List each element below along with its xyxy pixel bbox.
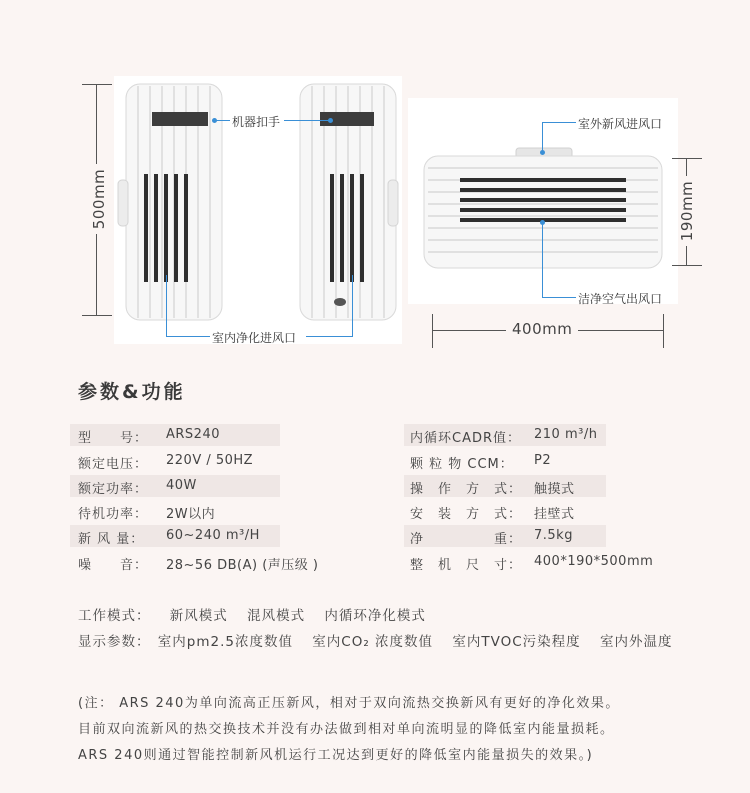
spec-row — [404, 424, 606, 446]
spec-row — [70, 475, 280, 497]
spec-row — [70, 551, 319, 573]
spec-label: 操 作 方 式： — [410, 482, 523, 497]
spec-value: 210 m³/h — [534, 427, 598, 442]
spec-row — [404, 500, 606, 522]
spec-value: 2W以内 — [166, 507, 216, 522]
display-param-item: 室内pm2.5浓度数值 — [157, 634, 293, 650]
spec-label: 噪 音： — [78, 558, 149, 573]
spec-row — [404, 551, 654, 573]
spec-row — [70, 424, 280, 446]
height-dim-cap-top — [82, 84, 112, 85]
width-dim-cap-left — [432, 314, 433, 348]
handle-callout-line-left — [214, 120, 230, 121]
note-line: 目前双向流新风的热交换技术并没有办法做到相对单向流明显的降低室内能量损耗。 — [78, 722, 615, 737]
spec-value: 40W — [166, 478, 197, 493]
spec-label: 内循环CADR值： — [410, 431, 522, 446]
spec-label: 新 风 量： — [78, 532, 145, 547]
clean-outlet-line-h — [542, 297, 576, 298]
note-line: ARS 240则通过智能控制新风机运行工况达到更好的降低室内能量损失的效果。) — [78, 748, 594, 763]
indoor-inlet-line-right — [352, 275, 353, 337]
display-params-label: 显示参数： — [78, 634, 151, 650]
spec-value: 7.5kg — [534, 528, 573, 543]
handle-callout-dot-right — [328, 118, 333, 123]
work-modes — [78, 604, 440, 624]
outdoor-inlet-line-v — [542, 122, 543, 152]
clean-outlet-line-v — [542, 222, 543, 298]
spec-label: 型 号： — [78, 431, 149, 446]
spec-label: 颗 粒 物 CCM： — [410, 457, 514, 472]
work-modes-label: 工作模式： — [78, 608, 151, 624]
spec-value: 220V / 50HZ — [166, 453, 254, 468]
spec-value: 400*190*500mm — [534, 554, 654, 569]
work-mode-item: 内循环净化模式 — [324, 608, 426, 624]
spec-label: 净 重： — [410, 532, 523, 547]
height-dim-cap-bottom — [82, 315, 112, 316]
spec-row — [70, 500, 280, 522]
handle-callout-line-right — [284, 120, 330, 121]
outdoor-inlet-callout: 室外新风进风口 — [578, 117, 663, 131]
clean-outlet-callout: 洁净空气出风口 — [578, 292, 663, 306]
spec-value: 60~240 m³/H — [166, 528, 260, 543]
spec-row — [404, 475, 606, 497]
indoor-inlet-line-left — [166, 275, 167, 337]
spec-value: P2 — [534, 453, 552, 468]
display-param-item: 室内CO₂ 浓度数值 — [312, 634, 434, 650]
spec-row — [70, 525, 280, 547]
work-mode-item: 混风模式 — [247, 608, 306, 624]
work-mode-item: 新风模式 — [169, 608, 228, 624]
spec-row — [404, 450, 606, 472]
spec-label: 额定电压： — [78, 457, 149, 472]
note-line: (注： ARS 240为单向流高正压新风，相对于双向流热交换新风有更好的净化效果。 — [78, 696, 620, 711]
handle-callout: 机器扣手 — [232, 115, 281, 129]
indoor-inlet-line-bottom-right — [306, 336, 353, 337]
spec-value: 挂壁式 — [534, 507, 575, 522]
spec-value: 28~56 DB(A) (声压级 ) — [166, 558, 319, 573]
spec-label: 额定功率： — [78, 482, 149, 497]
spec-row — [404, 525, 606, 547]
indoor-inlet-callout: 室内净化进风口 — [212, 331, 297, 345]
width-dim-label: 400mm — [506, 320, 578, 338]
depth-dim-cap-bottom — [672, 265, 702, 266]
spec-value: ARS240 — [166, 427, 220, 442]
spec-label: 安 装 方 式： — [410, 507, 523, 522]
display-param-item: 室内TVOC污染程度 — [452, 634, 581, 650]
depth-dim-label: 190mm — [678, 176, 696, 246]
height-dim-label: 500mm — [90, 164, 108, 234]
display-param-item: 室内外温度 — [599, 634, 673, 650]
display-params — [78, 630, 686, 650]
section-title: 参数&功能 — [78, 381, 186, 403]
spec-label: 整 机 尺 寸： — [410, 558, 523, 573]
spec-value: 触摸式 — [534, 482, 575, 497]
indoor-inlet-line-bottom-left — [166, 336, 210, 337]
depth-dim-cap-top — [672, 158, 702, 159]
width-dim-cap-right — [663, 314, 664, 348]
outdoor-inlet-line-h — [542, 122, 576, 123]
spec-row — [70, 450, 280, 472]
spec-label: 待机功率： — [78, 507, 149, 522]
